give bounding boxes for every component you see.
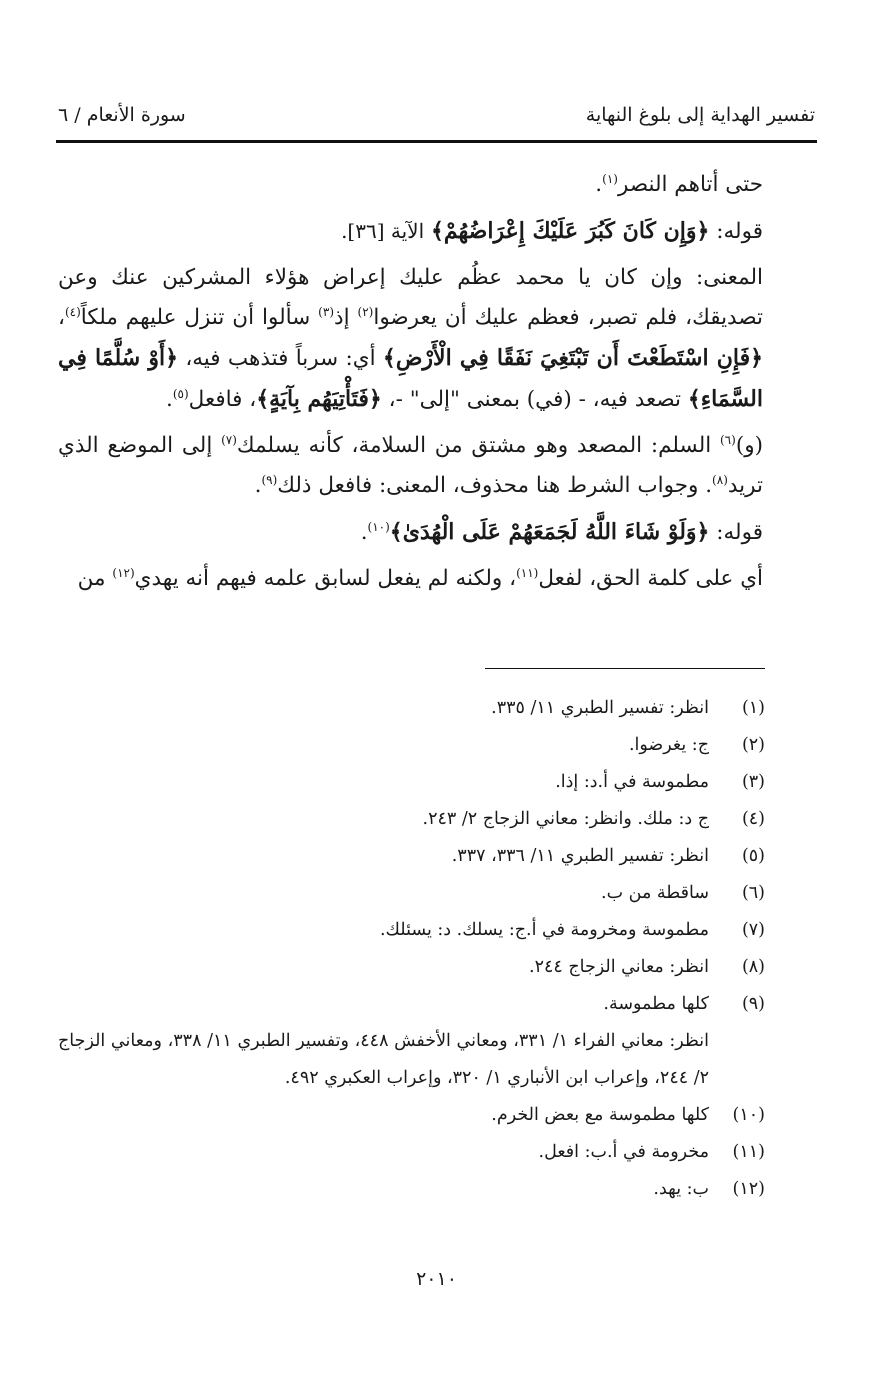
paragraph-final: أي على كلمة الحق، لفعل$^{(١١)}$، ولكنه لم يفعل لسابق علمه فيهم أنه يهدي$^{(١٢)}$ من [77, 565, 763, 591]
page-number: ٢٠١٠ [416, 1268, 457, 1290]
header-rule [56, 140, 817, 143]
quran-verse: ﴿وَإِن كَانَ كَبُرَ عَلَيْكَ إِعْرَاضُهُمْ﴾ [431, 218, 710, 244]
footnote: (١١) مخرومة في أ.ب: افعل. [538, 1142, 765, 1162]
main-text [58, 165, 763, 605]
footnote: (١) انظر: تفسير الطبري ١١/ ٣٣٥. [491, 698, 765, 718]
footnote: (٣) مطموسة في أ.د: إذا. [555, 772, 765, 792]
verse-35b-line: قوله: ﴿وَلَوْ شَاءَ اللَّهُ لَجَمَعَهُمْ عَلَى الْهُدَىٰ﴾$^{(١٠)}$. [360, 519, 763, 545]
footnote: (٧) مطموسة ومخرومة في أ.ج: يسلك. د: يسئلك. [379, 920, 765, 940]
footnote: (٦) ساقطة من ب. [601, 883, 765, 903]
footnote: (٤) ج د: ملك. وانظر: معاني الزجاج ٢/ ٢٤٣. [422, 809, 765, 829]
running-header [58, 100, 815, 134]
quran-verse: ﴿فَتَأْتِيَهُم بِآيَةٍ﴾ [256, 386, 382, 412]
paragraph-sullam: (و)$^{(٦)}$ السلم: المصعد وهو مشتق من السلامة، كأنه يسلمك$^{(٧)}$ إلى الموضع الذي تريد$^{(٨)}$. وجواب الشرط هنا محذوف، المعنى: فافعل ذلك$^{(٩)}$. [58, 432, 763, 498]
footnote: (٩) كلها مطموسة. [603, 994, 765, 1014]
footnotes [58, 690, 765, 1208]
footnote-rule [485, 668, 765, 669]
footnote-continuation: انظر: معاني الفراء ١/ ٣٣١، ومعاني الأخفش ٤٤٨، وتفسير الطبري ١١/ ٣٣٨، ومعاني الزجاج ٢/ ٢٤٤، وإعراب ابن الأنباري ١/ ٣٢٠، وإعراب العكبري ٤٩٢. [58, 1031, 709, 1088]
footnote: (٢) ج: يغرضوا. [628, 735, 765, 755]
quran-verse: ﴿وَلَوْ شَاءَ اللَّهُ لَجَمَعَهُمْ عَلَى الْهُدَىٰ﴾ [389, 519, 710, 545]
book-title: تفسير الهداية إلى بلوغ النهاية [585, 104, 815, 126]
paragraph-1: حتى أتاهم النصر$^{(١)}$. [595, 171, 763, 197]
footnote: (١٢) ب: يهد. [653, 1179, 765, 1199]
paragraph-meaning: المعنى: وإن كان يا محمد عظُم عليك إعراض هؤلاء المشركين عنك وعن تصديقك، فلم تصبر، فعظم عليك أن يعرضوا$^{(٢)}$ إذ$^{(٣)}$ سألوا أن تنزل عليهم ملكاً$^{(٤)}$، ﴿فَإِنِ اسْتَطَعْتَ أَن تَبْتَغِيَ نَفَقًا فِي الْأَرْضِ﴾ أي: سرباً فتذهب فيه، ﴿أَوْ سُلَّمًا فِي السَّمَاءِ﴾ تصعد فيه، - (في) بمعنى "إلى" -، ﴿فَتَأْتِيَهُم بِآيَةٍ﴾، فافعل$^{(٥)}$. [58, 265, 763, 412]
verse-36-line: قوله: ﴿وَإِن كَانَ كَبُرَ عَلَيْكَ إِعْرَاضُهُمْ﴾ الآية [٣٦]. [341, 218, 763, 244]
footnote: (١٠) كلها مطموسة مع بعض الخرم. [491, 1105, 765, 1125]
surah-label: سورة الأنعام / ٦ [58, 104, 186, 126]
footnote: (٨) انظر: معاني الزجاج ٢٤٤. [528, 957, 765, 977]
quran-verse: ﴿أَوْ سُلَّمًا فِي السَّمَاءِ﴾ [58, 345, 763, 412]
footnote: (٥) انظر: تفسير الطبري ١١/ ٣٣٦، ٣٣٧. [451, 846, 765, 866]
quran-verse: ﴿فَإِنِ اسْتَطَعْتَ أَن تَبْتَغِيَ نَفَقًا فِي الْأَرْضِ﴾ [382, 345, 763, 371]
